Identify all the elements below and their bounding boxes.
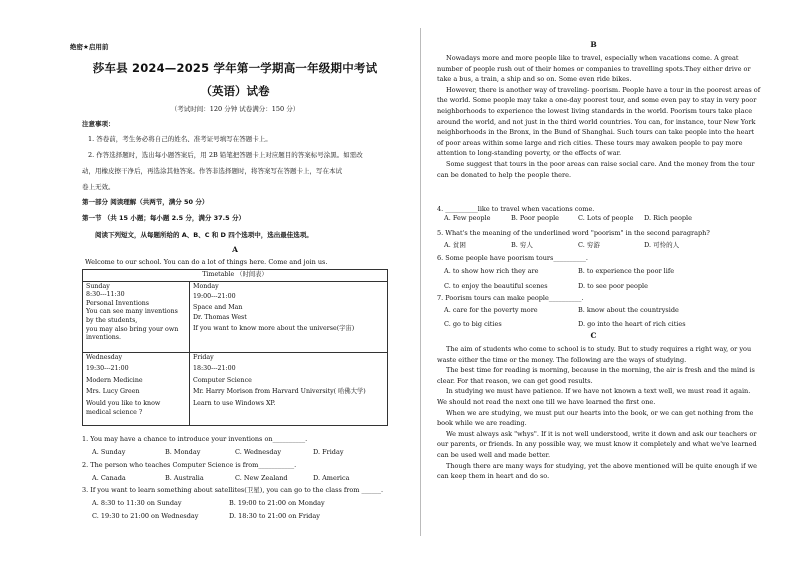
- option: D. America: [313, 474, 350, 482]
- timetable-cell-monday: Monday 19:00---21:00 Space and Man Dr. Thomas West If you want to know more about the universe(宇宙): [190, 281, 388, 352]
- paragraph-line: We should not read the next one till we have learned the first one.: [437, 397, 656, 406]
- timetable: [82, 269, 388, 426]
- timetable-cell-sunday: Sunday 8:30---11:30 Personal Inventions You can see many inventions by the students, you may also bring your own inventions.: [83, 281, 190, 352]
- option: A. 8:30 to 11:30 on Sunday: [92, 499, 182, 507]
- option: D. go into the heart of rich cities: [578, 320, 686, 328]
- question-stem: 3. If you want to learn something about satellites(卫星), you can go to the class from ______.: [82, 486, 384, 494]
- paragraph-line: the world. Some people may take a one-day poorest tour, and some even pay to stay in very poor: [437, 96, 757, 105]
- paragraph-line: can keep them in heart and do so.: [437, 472, 550, 481]
- option: C. 穷游: [578, 241, 600, 249]
- timetable-cell-wednesday: Wednesday 19:30---21:00 Modern Medicine Mrs. Lucy Green Would you like to know medical science ?: [83, 352, 190, 425]
- passage-a-label: A: [232, 245, 238, 254]
- timetable-cell-friday: Friday 18:30---21:00 Computer Science Mr. Harry Morison from Harvard University( 哈佛大学) Learn to use Windows XP.: [190, 352, 388, 425]
- question-stem: 7. Poorism tours can make people__________.: [437, 294, 584, 302]
- paragraph-line: neighborhoods in the Bronx, in the Bund of Shanghai. Such tours can take people into the heart: [437, 128, 755, 137]
- paragraph-line: book while we are reading.: [437, 419, 527, 428]
- column-divider: [420, 28, 421, 536]
- paragraph-line: number of people rush out of their homes or companies to travelling spots.They either drive or: [437, 64, 751, 73]
- paragraph-line: Though there are many ways for studying, yet the above mentioned will be quite enough if we: [446, 461, 757, 470]
- exam-info: （考试时间：120 分钟 试卷满分：150 分）: [170, 105, 300, 113]
- section1-title: 第一节 （共 15 小题；每小题 2.5 分，满分 37.5 分）: [82, 214, 245, 222]
- paragraph-line: In studying we must have patience. If we have not known a text well, we must read it again.: [446, 387, 751, 396]
- paragraph-line: Some suggest that tours in the poor areas can raise social care. And the money from the tour: [446, 159, 755, 168]
- paragraph-line: can be donated to help the people there.: [437, 170, 572, 179]
- option: D. to see poor people: [578, 282, 648, 290]
- option: A. Sunday: [92, 448, 126, 456]
- timetable-title: Timetable （时间表）: [83, 270, 388, 282]
- option: B. Australia: [165, 474, 204, 482]
- note-item: 动，用橡皮擦干净后，再选涂其他答案。作答非选择题时，将答案写在答题卡上，写在本试: [82, 167, 342, 175]
- passage-c-label: C: [590, 331, 597, 340]
- paragraph-line: around the world, and not just in the third world countries. You can, for instance, tour New York: [437, 117, 756, 126]
- option: C. New Zealand: [235, 474, 288, 482]
- passage-b-label: B: [590, 40, 597, 49]
- confidential-mark: 绝密★启用前: [70, 43, 109, 51]
- note-item: 2. 作答选择题时，选出每小题答案后，用 2B 铅笔把答题卡上对应题目的答案标号涂黑。如需改: [88, 151, 363, 159]
- option: C. to enjoy the beautiful scenes: [444, 282, 548, 290]
- paragraph-line: can be used well and made better.: [437, 450, 551, 459]
- paragraph-line: neighborhoods to experience the lowest living standards in the world. Poorism tours take place: [437, 106, 753, 115]
- question-stem: 5. What's the meaning of the underlined word "poorism" in the second paragraph?: [437, 229, 710, 237]
- option: B. Monday: [165, 448, 201, 456]
- option: D. Rich people: [644, 214, 692, 222]
- option: B. to experience the poor life: [578, 267, 675, 275]
- paragraph-line: The best time for reading is morning, because in the morning, the air is fresh and the mind is: [446, 366, 755, 375]
- question-stem: 4. __________like to travel when vacations come.: [437, 205, 595, 213]
- option: B. know about the countryside: [578, 306, 679, 314]
- option: B. 19:00 to 21:00 on Monday: [229, 499, 325, 507]
- instruction: 阅读下列短文，从每题所给的 A、B、C 和 D 四个选项中，选出最佳选项。: [95, 231, 313, 239]
- exam-subtitle: （英语）试卷: [200, 84, 270, 98]
- notes-heading: 注意事项：: [82, 120, 115, 128]
- option: A. Canada: [92, 474, 126, 482]
- passage-b-body: [437, 53, 761, 180]
- question-stem: 2. The person who teaches Computer Science is from___________.: [82, 461, 297, 469]
- option: C. Wednesday: [235, 448, 282, 456]
- note-item: 1. 答卷前，考生务必将自己的姓名、准考证号填写在答题卡上。: [88, 135, 272, 143]
- paragraph-line: of poor areas within some large and rich cities. These tours may awaken people to pay more: [437, 138, 743, 147]
- part1-title: 第一部分 阅读理解（共两节，满分 50 分）: [82, 198, 209, 206]
- paragraph-line: take a bus, a train, a ship and so on. Some even ride bikes.: [437, 75, 632, 84]
- paragraph-line: clear. For that reason, we can get good results.: [437, 376, 593, 385]
- paragraph-line: However, there is another way of traveling- poorism. People have a tour in the poorest areas of: [446, 85, 761, 94]
- paragraph-line: attention to long-standing poverty, or the effects of war.: [437, 149, 622, 158]
- option: C. Lots of people: [578, 214, 634, 222]
- option: D. 18:30 to 21:00 on Friday: [229, 512, 320, 520]
- option: C. go to big cities: [444, 320, 502, 328]
- passage-c-body: [437, 344, 757, 482]
- option: D. 可怜的人: [644, 241, 680, 249]
- paragraph-line: our parents, or friends. In any possible way, we must know it completely and what we've learned: [437, 440, 757, 449]
- exam-title: 莎车县 2024—2025 学年第一学期高一年级期中考试: [92, 61, 378, 75]
- note-item: 卷上无效。: [82, 183, 115, 191]
- paragraph-line: We must always ask "whys". If it is not well understood, write it down and ask our teachers or: [446, 429, 757, 438]
- paragraph-line: Nowadays more and more people like to travel, especially when vacations come. A great: [446, 54, 739, 62]
- option: C. 19:30 to 21:00 on Wednesday: [92, 512, 199, 520]
- option: A. 贫困: [444, 241, 466, 249]
- passage-a-intro: Welcome to our school. You can do a lot of things here. Come and join us.: [85, 258, 328, 266]
- option: A. to show how rich they are: [444, 267, 539, 275]
- option: B. 穷人: [511, 241, 533, 249]
- question-stem: 1. You may have a chance to introduce your inventions on__________.: [82, 435, 308, 443]
- paragraph-line: When we are studying, we must put our hearts into the book, or we can get nothing from the: [446, 408, 754, 417]
- paragraph-line: waste either the time or the money. The following are the ways of studying.: [437, 355, 687, 364]
- paragraph-line: The aim of students who come to school is to study. But to study requires a right way, or you: [446, 345, 752, 353]
- option: A. care for the poverty more: [444, 306, 538, 314]
- question-stem: 6. Some people have poorism tours__________.: [437, 254, 588, 262]
- option: B. Poor people: [511, 214, 560, 222]
- option: A. Few people: [444, 214, 491, 222]
- option: D. Friday: [313, 448, 344, 456]
